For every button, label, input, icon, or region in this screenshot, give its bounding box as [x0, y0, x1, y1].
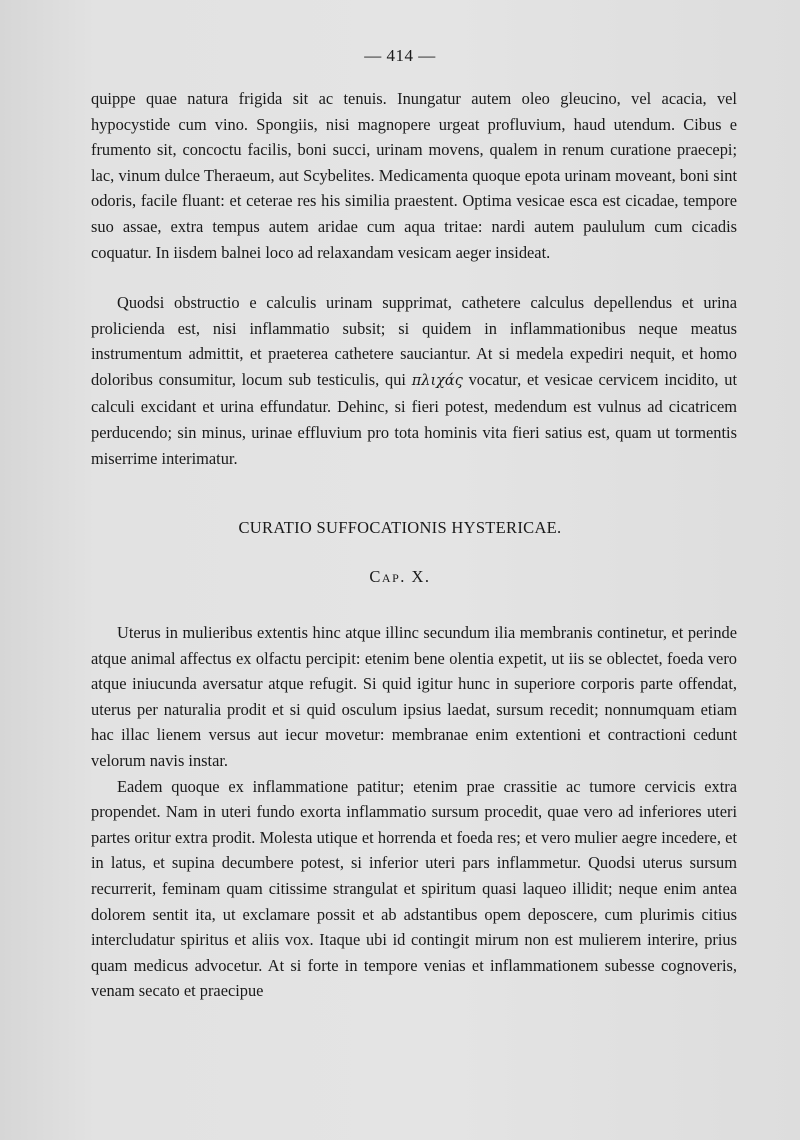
paragraph-continuation: quippe quae natura frigida sit ac tenuis. Inungatur autem oleo gleucino, vel acacia, vel hypocystide cum vino. Spongiis, nisi magnopere urgeat profluvium, haud utendum. Cibus e frumento sit, concoctu facilis, boni succi, urinam movens, qualem in renum curatione praecepi; lac, vinum dulce Theraeum, aut Scybelites. Medicamenta quoque epota urinam moveant, boni sint odoris, facile fluant: et ceterae res his similia praestent. Optima vesicae esca est cicadae, tempore suo assae, extra tempus autem aridae cum aqua tritae: nardi autem paululum cum cicadis coquatur. In iisdem balnei loco ad relaxandam vesicam aeger insideat. — [91, 89, 737, 262]
chapter-heading: Cap. X. — [369, 567, 431, 586]
text-block-chapter — [91, 620, 737, 1004]
section-title: CURATIO SUFFOCATIONIS HYSTERICAE. — [238, 518, 562, 537]
paragraph-inflammation: Eadem quoque ex inflammatione patitur; etenim prae crassitie ac tumore cervicis extra propendet. Nam in uteri fundo exorta inflammatio sursum procedit, quae vero ad inferiores uteri partes oritur extra prodit. Molesta utique et horrenda et foeda res; et vero mulier aegre incedere, et in latus, et supina decumbere potest, si inferior uteri pars inflammetur. Quodsi uterus sursum recurrerit, feminam quam citissime strangulat et spiritum quasi laqueo illidit; neque enim antea dolorem sentit ita, ut exclamare possit et ab adstantibus opem deposcere, cum plurimis citius intercludatur spiritus et aliis vox. Itaque ubi id contingit mirum non est mulierem interire, prius quam medicus advocetur. At si forte in tempore venias et inflammationem subesse cognoveris, venam secato et praecipue — [91, 776, 737, 1001]
paragraph-calculi — [91, 290, 737, 471]
text-block-calculi — [91, 290, 737, 471]
greek-term: πλιχάς — [411, 372, 463, 389]
page-number: — 414 — — [364, 46, 436, 65]
paragraph-uterus: Uterus in mulieribus extentis hinc atque illinc secundum ilia membranis continetur, et perinde atque animal affectus ex olfactu percipit: etenim bene olentia expetit, ut iis se oblectet, foeda vero atque iniucunda aversatur atque refugit. Si quid igitur hunc in superiore corporis parte offendat, uterus per naturalia prodit et si quid osculum ipsius laedat, sursum recedit; nonnumquam etiam hac illac lienem versus aut iecur movetur: membranae enim extentioni et contractioni cedunt velorum navis instar. — [91, 623, 737, 770]
text-block-top — [91, 86, 737, 265]
paragraph-calculi-part-2: vocatur, et vesicae cervicem incidito, ut calculi excidant et urina effundatur. Dehinc, si fieri potest, medendum est vulnus ad cicatricem perducendo; sin minus, urinae effluvium pro tota hominis vita fieri satius est, quam ut tormentis miserrime interimatur. — [91, 369, 737, 468]
paragraph-calculi-part-1: Quodsi obstructio e calculis urinam supprimat, cathetere calculus depellendus et urina prolicienda est, nisi inflammatio subsit; si quidem in inflammationibus neque meatus instrumentum admittit, et praeterea cathetere sauciantur. At si medela expediri nequit, et homo doloribus consumitur, locum sub testiculis, qui — [91, 293, 737, 389]
